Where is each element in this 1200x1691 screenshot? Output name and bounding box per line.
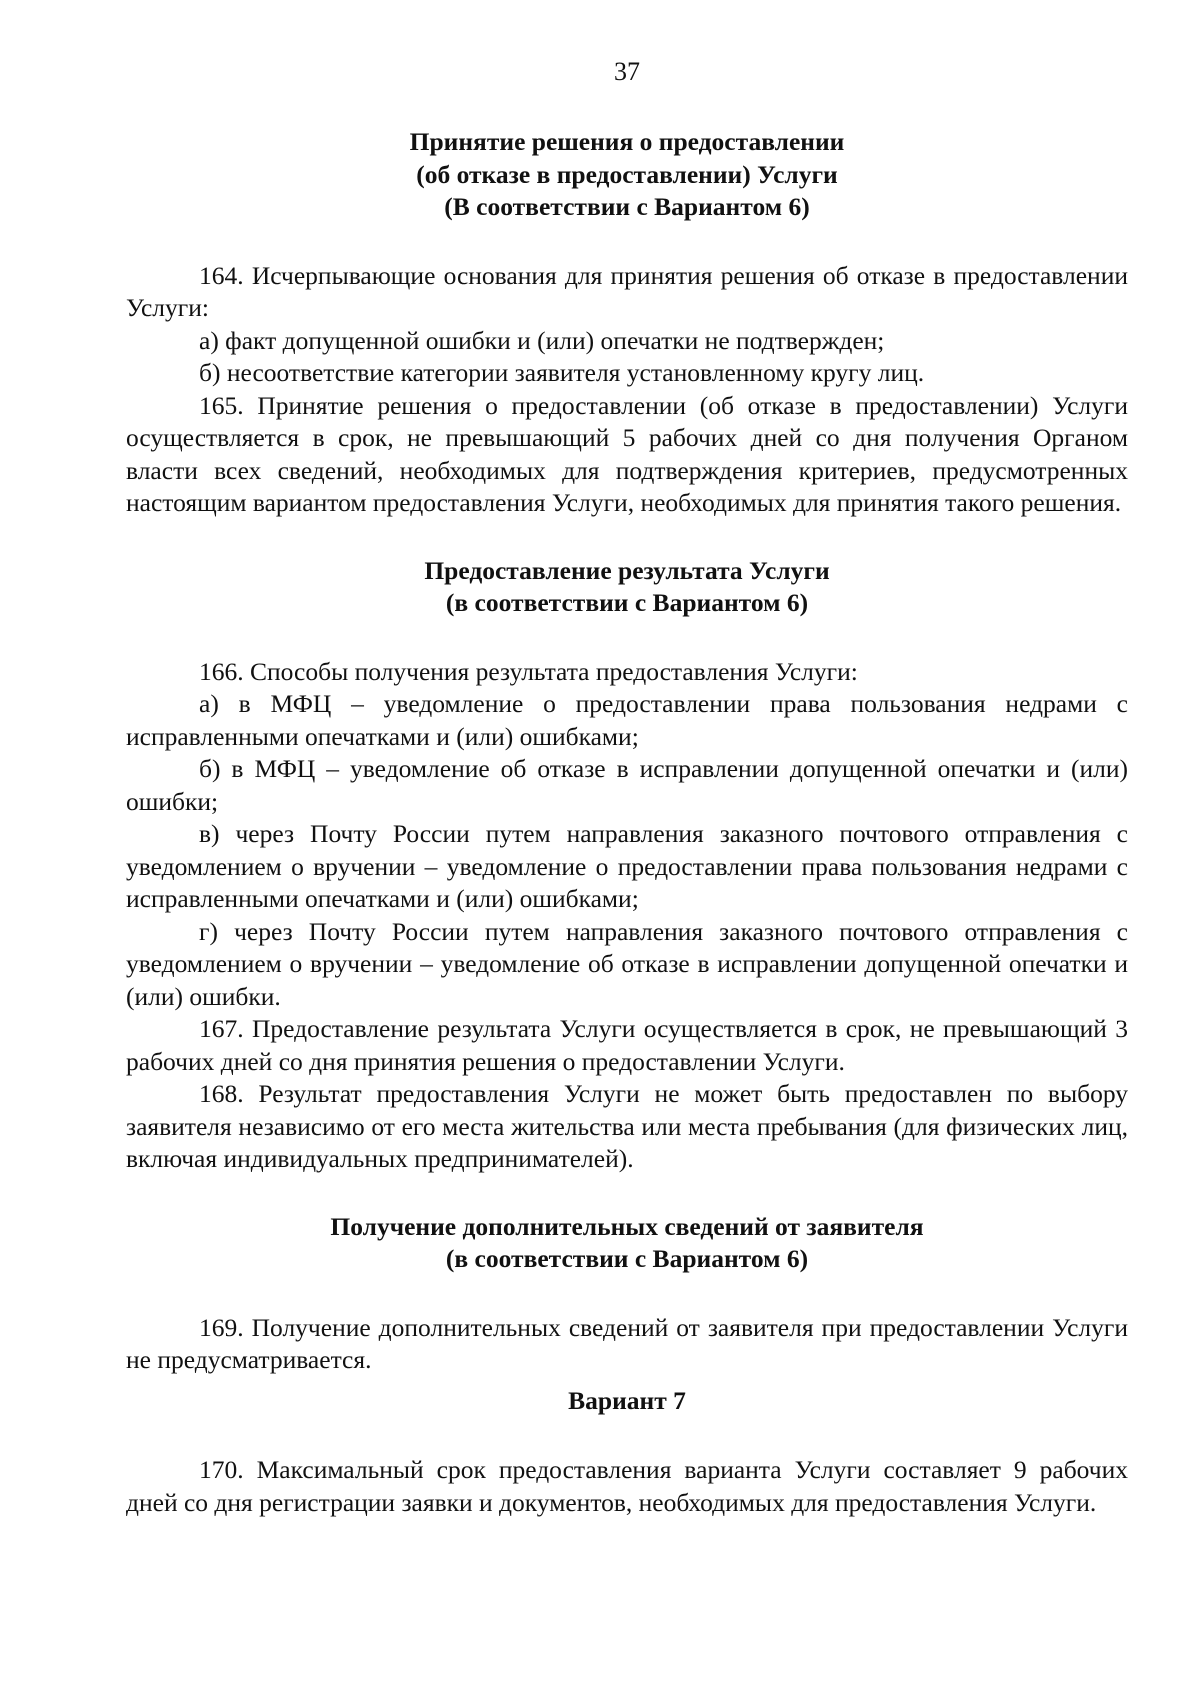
paragraph-164-a: а) факт допущенной ошибки и (или) опечатки не подтвержден;	[199, 325, 885, 355]
paragraph-170: 170. Максимальный срок предоставления варианта Услуги составляет 9 рабочих дней со дня регистрации заявки и документов, необходимых для предоставления Услуги.	[126, 1455, 1128, 1517]
paragraph-166-b: б) в МФЦ – уведомление об отказе в исправлении допущенной опечатки и (или) ошибки;	[126, 754, 1128, 816]
page-number: 37	[614, 57, 640, 86]
paragraph-166-g: г) через Почту России путем направления заказного почтового отправления с уведомлением о вручении – уведомление об отказе в исправлении допущенной опечатки и (или) ошибки.	[126, 916, 1128, 1011]
paragraph-166: 166. Способы получения результата предоставления Услуги:	[199, 656, 858, 686]
paragraph-169: 169. Получение дополнительных сведений от заявителя при предоставлении Услуги не предусматривается.	[126, 1312, 1128, 1374]
document-page	[126, 52, 1128, 1519]
heading-line: (в соответствии с Вариантом 6)	[445, 588, 809, 617]
heading-line: (об отказе в предоставлении) Услуги	[416, 159, 838, 189]
heading-line: Предоставление результата Услуги	[424, 555, 830, 585]
heading-line: Принятие решения о предоставлении	[409, 127, 845, 156]
paragraph-166-v: в) через Почту России путем направления заказного почтового отправления с уведомлением о вручении – уведомление о предоставлении права пользования недрами с исправленными опечатками и (или) ошибками;	[126, 819, 1128, 913]
paragraph-165: 165. Принятие решения о предоставлении (об отказе в предоставлении) Услуги осуществляется в срок, не превышающий 5 рабочих дней со дня получения Органом власти всех сведений, необходимых для подтверждения критериев, предусмотренных настоящим вариантом предоставления Услуги, необходимых для принятия такого решения.	[126, 390, 1128, 517]
heading-line: (В соответствии с Вариантом 6)	[444, 192, 810, 221]
paragraph-164-b: б) несоответствие категории заявителя установленному кругу лиц.	[199, 358, 925, 387]
paragraph-167: 167. Предоставление результата Услуги осуществляется в срок, не превышающий 3 рабочих дней со дня принятия решения о предоставлении Услуги.	[126, 1014, 1128, 1076]
heading-line: (в соответствии с Вариантом 6)	[445, 1244, 809, 1273]
section-heading-decision	[126, 126, 1128, 224]
paragraph-166-a: а) в МФЦ – уведомление о предоставлении права пользования недрами с исправленными опечатками и (или) ошибками;	[126, 689, 1128, 751]
section-heading-additional-info	[126, 1211, 1128, 1276]
heading-line: Получение дополнительных сведений от заявителя	[330, 1211, 924, 1241]
variant-heading: Вариант 7	[568, 1385, 686, 1415]
section-heading-result	[126, 555, 1128, 620]
paragraph-164: 164. Исчерпывающие основания для принятия решения об отказе в предоставлении Услуги:	[126, 260, 1128, 322]
paragraph-168: 168. Результат предоставления Услуги не может быть предоставлен по выбору заявителя независимо от его места жительства или места пребывания (для физических лиц, включая индивидуальных предпринимателей).	[126, 1079, 1128, 1173]
